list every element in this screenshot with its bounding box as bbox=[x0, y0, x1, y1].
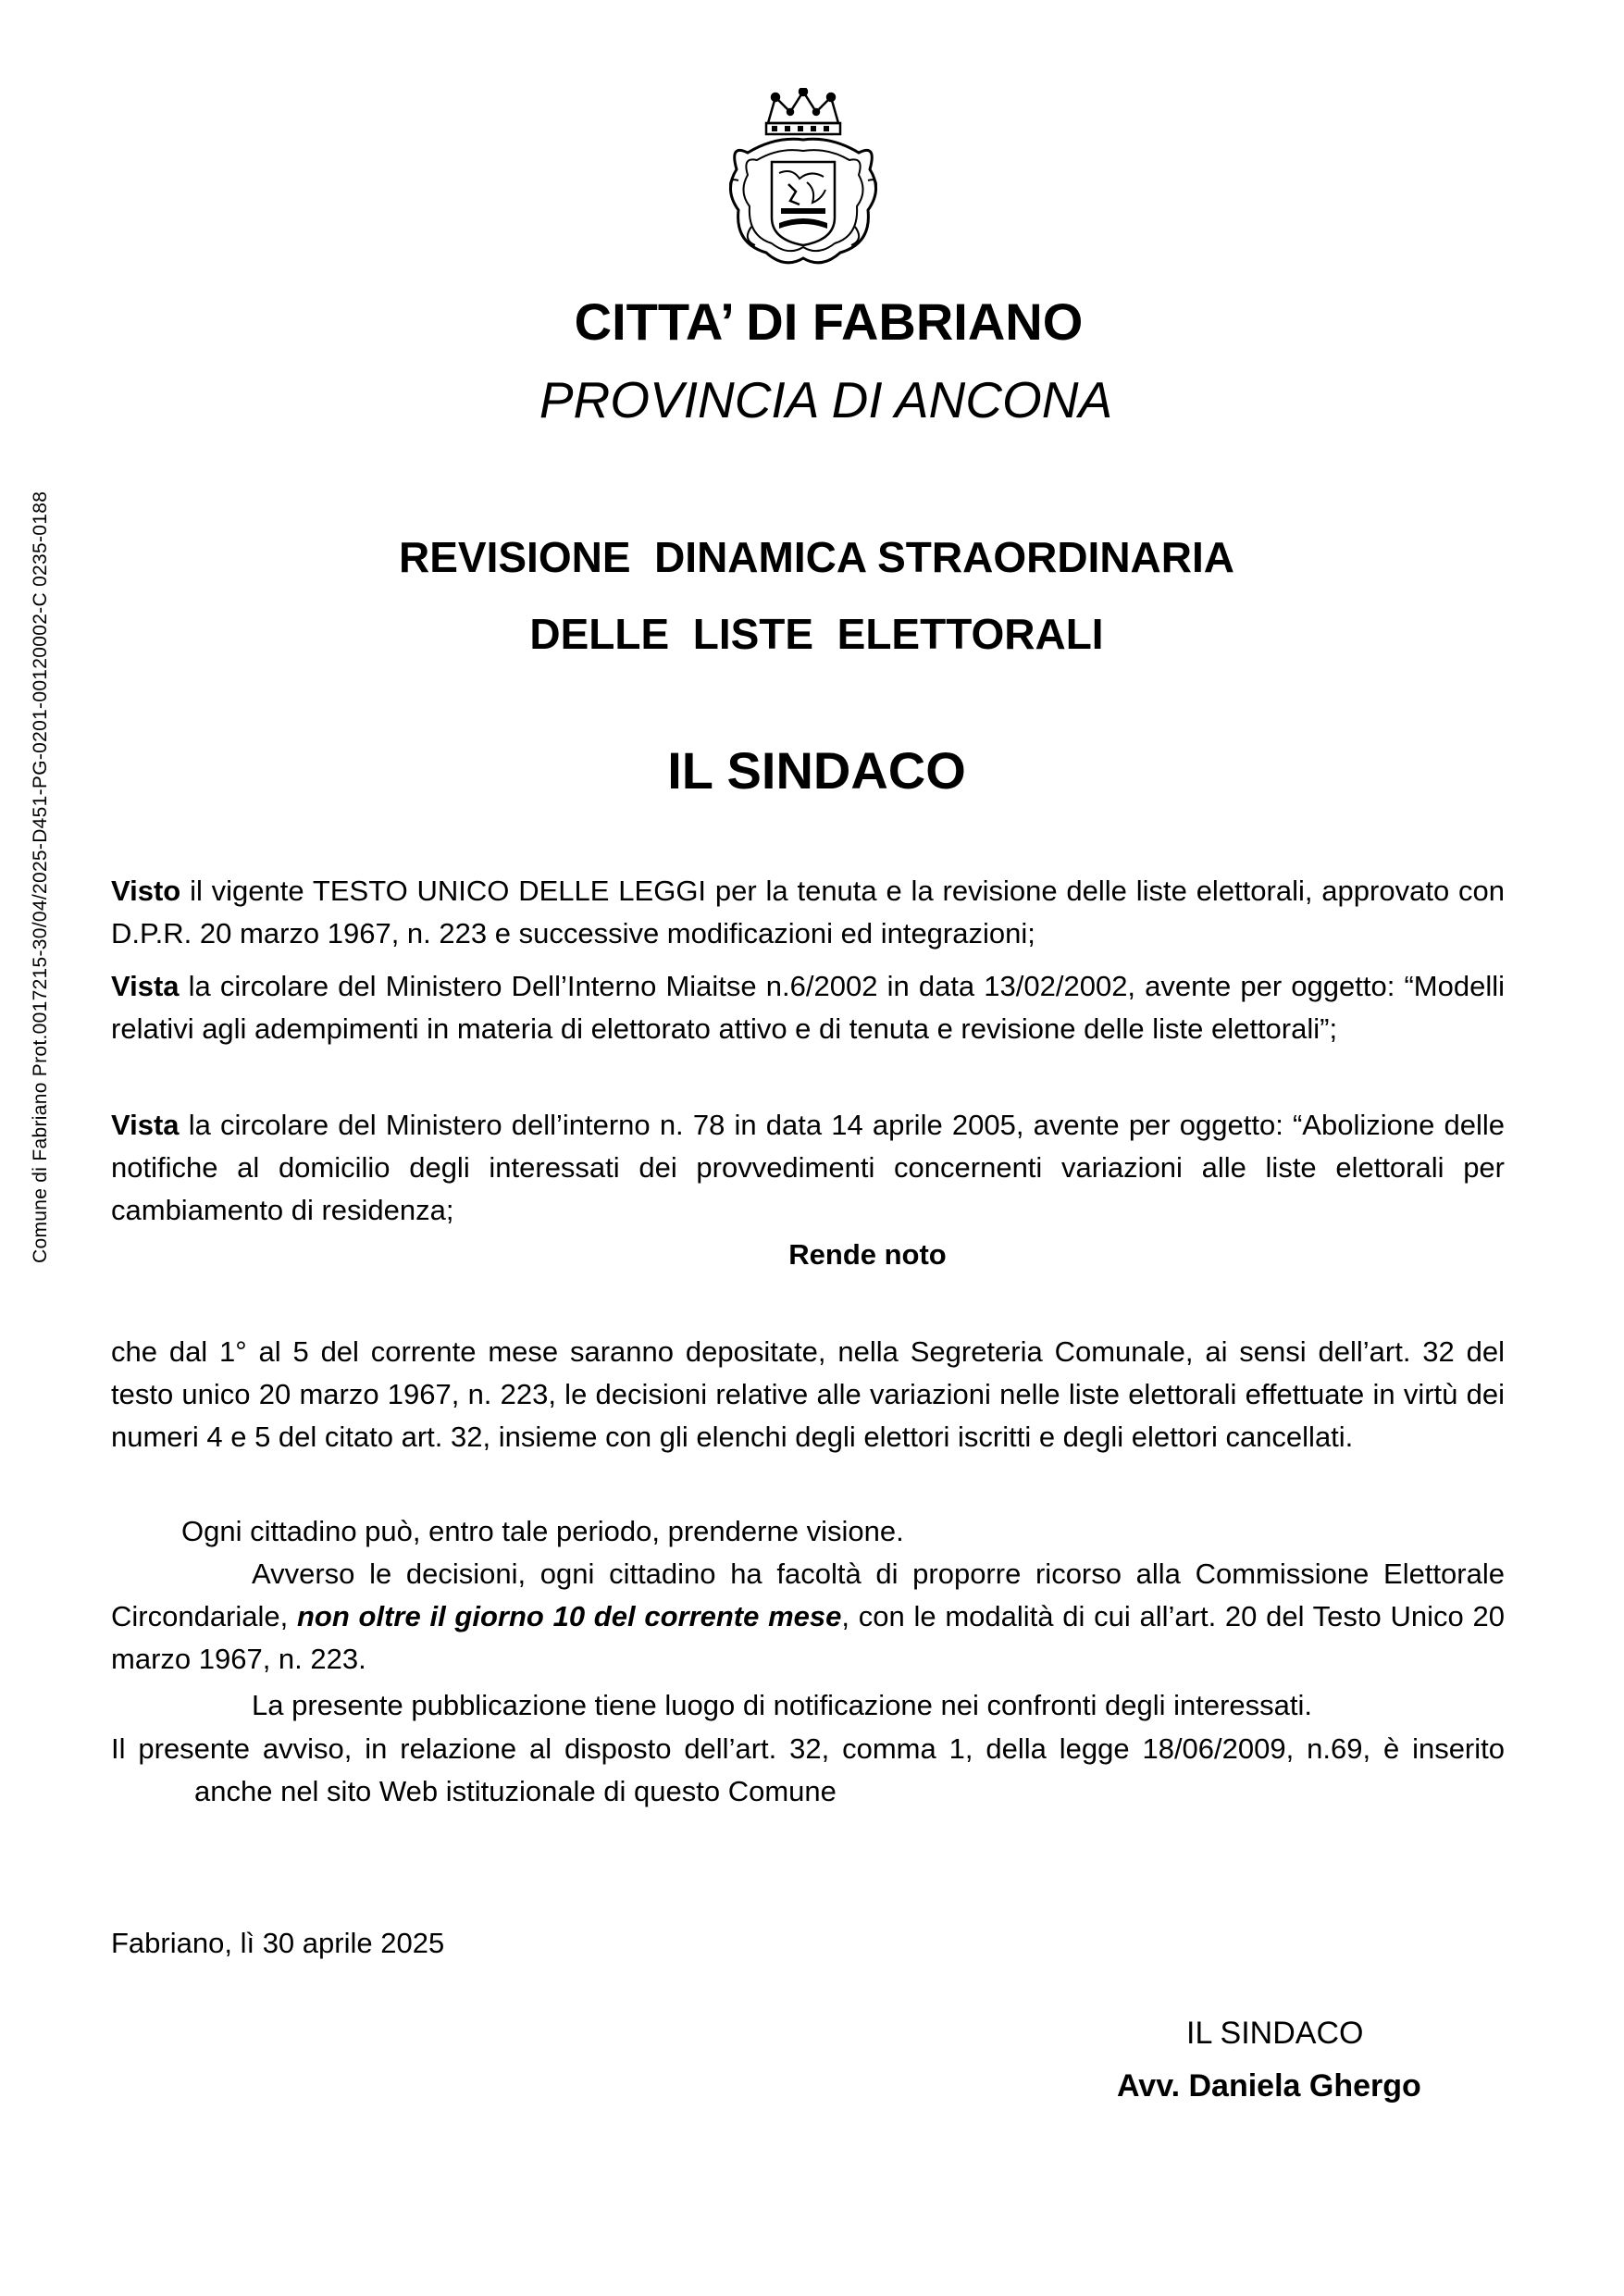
paragraph-text: la circolare del Ministero Dell’Interno Miaitse n.6/2002 in data 13/02/2002, avente per oggetto: “Modelli relativi agli adempimenti in materia di elettorato attivo e di tenuta e revisione delle liste elettorali”; bbox=[111, 970, 1505, 1045]
paragraph-text: il vigente TESTO UNICO DELLE LEGGI per la tenuta e la revisione delle liste elettorali, approvato con D.P.R. 20 marzo 1967, n. 223 e successive modificazioni ed integrazioni; bbox=[111, 875, 1505, 949]
issuer-title: IL SINDACO bbox=[667, 741, 966, 800]
paragraph-lead: Vista bbox=[111, 1109, 180, 1141]
city-name: CITTA’ DI FABRIANO bbox=[574, 292, 1084, 351]
notice-title-line-1: REVISIONE DINAMICA STRAORDINARIA bbox=[399, 533, 1234, 581]
deadline-emphasis: non oltre il giorno 10 del corrente mese bbox=[297, 1600, 842, 1632]
paragraph-lead: Vista bbox=[111, 970, 180, 1002]
paragraph-text: Ogni cittadino può, entro tale periodo, prenderne visione. bbox=[181, 1515, 904, 1547]
paragraph-lead: Visto bbox=[111, 875, 181, 907]
rende-noto-heading: Rende noto bbox=[788, 1238, 947, 1271]
paragraph-notificazione bbox=[111, 1684, 1505, 1727]
signature-name: Avv. Daniela Ghergo bbox=[1117, 2068, 1421, 2104]
paragraph-text: La presente pubblicazione tiene luogo di notificazione nei confronti degli interessati. bbox=[252, 1689, 1313, 1721]
paragraph-visione bbox=[111, 1510, 1505, 1553]
province-name: PROVINCIA DI ANCONA bbox=[539, 371, 1113, 428]
paragraph-text: Il presente avviso, in relazione al disposto dell’art. 32, comma 1, della legge 18/06/2009, n.69, è inserito anche nel sito Web istituzionale di questo Comune bbox=[111, 1732, 1505, 1807]
paragraph-text: Avverso le decisioni, ogni cittadino ha facoltà di proporre ricorso alla Commissione Elettorale Circondariale, bbox=[111, 1558, 1505, 1632]
protocol-stamp: Comune di Fabriano Prot.0017215-30/04/2025-D451-PG-0201-00120002-C 0235-0188 bbox=[30, 490, 51, 1263]
paragraph-sito-web bbox=[111, 1728, 1505, 1813]
paragraph-deposito bbox=[111, 1331, 1505, 1458]
paragraph-text: la circolare del Ministero dell’interno n. 78 in data 14 aprile 2005, avente per oggetto: “Abolizione delle notifiche al domicilio degli interessati dei provvedimenti concernenti variazioni alle liste elettorali per cambiamento di residenza; bbox=[111, 1109, 1505, 1226]
paragraph-ricorso bbox=[111, 1553, 1505, 1681]
signature-role: IL SINDACO bbox=[1186, 2016, 1364, 2051]
paragraph-vista-circolare-2002 bbox=[111, 965, 1505, 1050]
paragraph-visto bbox=[111, 870, 1505, 955]
place-and-date: Fabriano, lì 30 aprile 2025 bbox=[111, 1927, 445, 1959]
paragraph-text: , con le modalità di cui all’art. 20 del Testo Unico 20 marzo 1967, n. 223. bbox=[111, 1600, 1505, 1675]
paragraph-vista-circolare-2005 bbox=[111, 1104, 1505, 1232]
notice-title-line-2: DELLE LISTE ELETTORALI bbox=[529, 610, 1104, 658]
paragraph-text: che dal 1° al 5 del corrente mese saranno depositate, nella Segreteria Comunale, ai sensi dell’art. 32 del testo unico 20 marzo 1967, n. 223, le decisioni relative alle variazioni nelle liste elettorali effettuate in virtù dei numeri 4 e 5 del citato art. 32, insieme con gli elenchi degli elettori iscritti e degli elettori cancellati. bbox=[111, 1335, 1505, 1453]
coat-of-arms-icon bbox=[711, 88, 896, 273]
